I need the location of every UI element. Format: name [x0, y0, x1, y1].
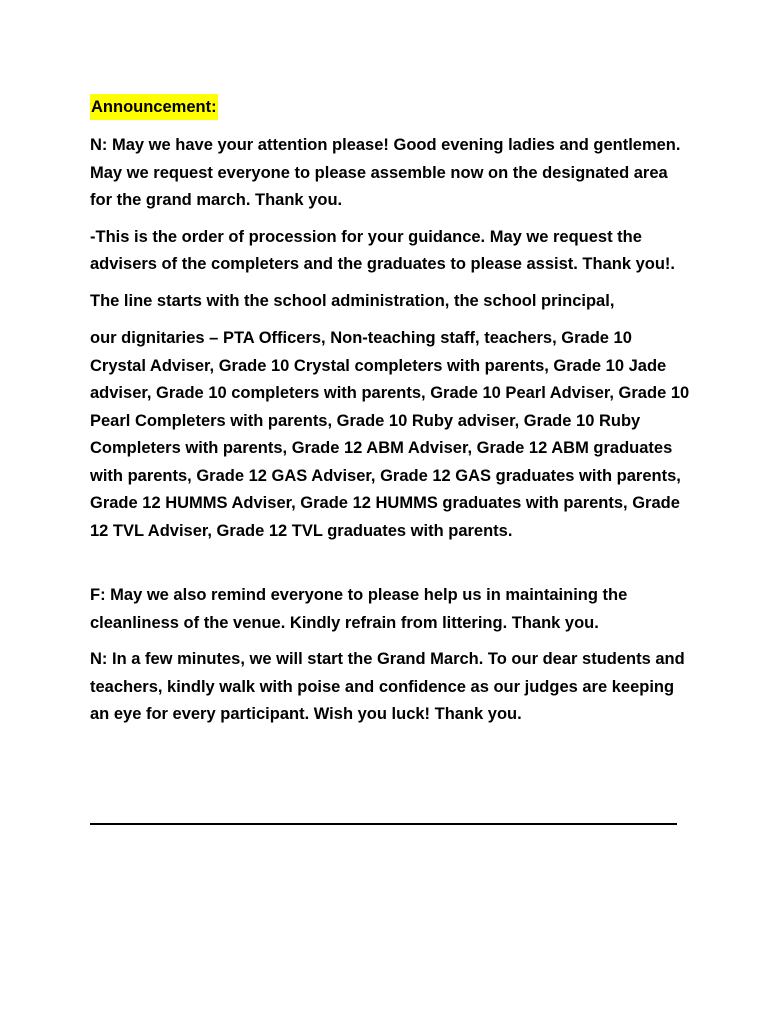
paragraph-cleanliness: F: May we also remind everyone to please help us in maintaining the cleanliness of the venue. Kindly refrain from littering. Thank you.	[90, 586, 628, 632]
paragraph-grand-march: N: In a few minutes, we will start the Grand March. To our dear students and teachers, kindly walk with poise and confidence as our judges are keeping an eye for every participant. Wish you luck! Thank you.	[90, 650, 685, 723]
announcement-heading: Announcement:	[90, 94, 218, 120]
paragraph-line-start: The line starts with the school administration, the school principal,	[90, 291, 615, 310]
paragraph-procession-order: -This is the order of procession for your guidance. May we request the advisers of the completers and the graduates to please assist. Thank you!.	[90, 227, 676, 273]
paragraph-procession-list: our dignitaries – PTA Officers, Non-teaching staff, teachers, Grade 10 Crystal Adviser, Grade 10 Crystal completers with parents, Grade 10 Jade adviser, Grade 10 completers with parents, Grade 10 Pearl Adviser, Grade 10 Pearl Completers with parents, Grade 10 Ruby adviser, Grade 10 Ruby Completers with parents, Grade 12 ABM Adviser, Grade 12 ABM graduates with parents, Grade 12 GAS Adviser, Grade 12 GAS graduates with parents, Grade 12 HUMMS Adviser, Grade 12 HUMMS graduates with parents, Grade 12 TVL Adviser, Grade 12 TVL graduates with parents.	[90, 329, 690, 540]
paragraph-attention: N: May we have your attention please! Good evening ladies and gentlemen. May we request everyone to please assemble now on the designated area for the grand march. Thank you.	[90, 136, 681, 209]
document-body	[90, 94, 690, 729]
bottom-rule	[90, 823, 677, 825]
